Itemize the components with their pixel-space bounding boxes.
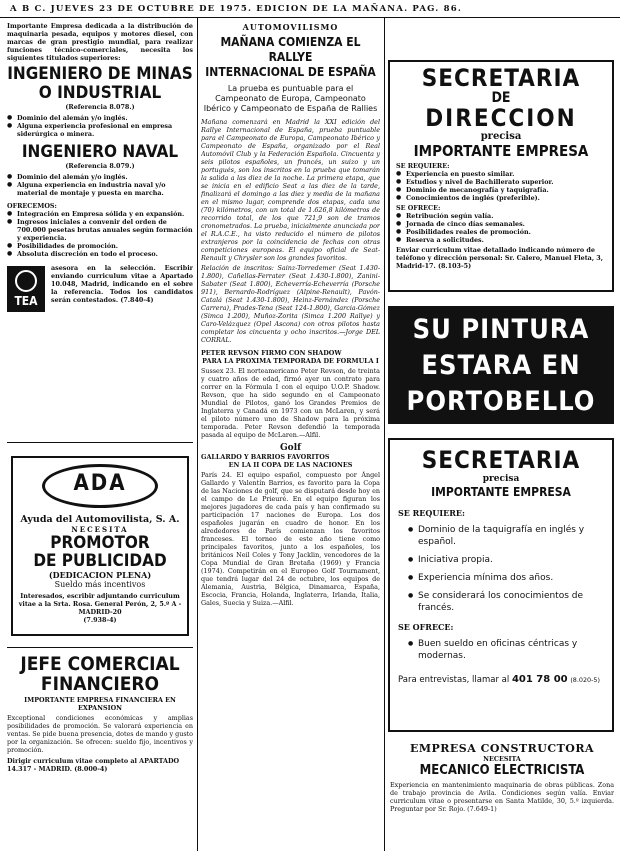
sec-title-b: DE (491, 90, 511, 106)
ada-logo-text: ADA (73, 471, 127, 496)
sec2-req-label: SE REQUIERE: (398, 508, 465, 518)
golf-body: París 24. El equipo español, compuesto por Ángel Gallardo y Valentín Barrios, es favorito para la Copa de las Naciones de golf, que se disputará desde hoy en el campo de Le Prieuré. En el equipo figuran los mejores jugadores de cada país y han confirmado su participación 17 naciones de Europa. Los dos españoles jugarán en cuadro de honor. En los alrededores de París comienzan los favoritos franceses. El torneo de este año tiene como principales favoritos, junto a los españoles, los británicos Neil Coles y Tony Jacklin, vencedores de la Copa Mundial de Gran Bretaña (1969) y Francia (1974). Competirán en el Europeo Golf Tournament, que tendrá lugar del 24 de octubre, los equipos de Alemania, Austria, Bélgica, Dinamarca, España, Escocia, Francia, Holanda, Inglaterra, Irlanda, Italia, Gales, Suecia y Suiza.—Alfil. (201, 471, 380, 607)
sec2-company: IMPORTANTE EMPRESA (431, 485, 571, 499)
job1-ref: (Referencia 8.078.) (65, 103, 135, 111)
jefe-title-b: FINANCIERO (40, 673, 160, 695)
sec-title-a: SECRETARIA (421, 64, 581, 92)
sec2-offers (398, 638, 604, 662)
revson-headline-a: PETER REVSON FIRMO CON SHADOW (201, 349, 342, 357)
sec2-req: ● Dominio de la taquigrafía en inglés y español. (408, 524, 604, 548)
sec-company: IMPORTANTE EMPRESA (413, 142, 589, 160)
ada-needs: NECESITA (71, 525, 129, 534)
sec-reqs (396, 170, 606, 202)
section-automovilismo: AUTOMOVILISMO (242, 22, 339, 32)
ada-ref: (7.938-4) (83, 616, 117, 624)
ad-engineers-intro: Importante Empresa dedicada a la distribución de maquinaria pesada, equipos y motores diesel, con marcas de gran prestigio mundial, para realizar funciones técnico-comerciales, necesita los siguientes titulados superiores: (7, 22, 193, 62)
sec-req: ● Dominio de mecanografía y taquigrafía. (396, 186, 606, 194)
emp-needs: NECESITA (483, 755, 521, 763)
offer-item: ● Posibilidades de promoción. (7, 242, 193, 250)
sec-contact: Enviar curriculum vitae detallado indicando número de teléfono y dirección personal: Sr. Calero, Manuel Fleta, 3, Madrid-17. (8.103-5) (396, 246, 603, 270)
sec2-contact: Para entrevistas, llamar al (398, 675, 510, 685)
ada-salary: Sueldo más incentivos (54, 580, 146, 589)
revson-body: Sussex 23. El norteamericano Peter Revson, de treinta y cuatro años de edad, firmó ayer un contrato para correr en la Fórmula I con el equipo U.O.P. Shadow. Revson, que ha sido segundo en el Campeonato Mundial de Pilotos, ganó los Grandes Premios de Inglaterra y Canadá en 1973 con un McLaren, y será el piloto número uno de Shadow para la próxima temporada. Peter Revson defendió la temporada pasada al equipo de McLaren.—Alfil. (201, 367, 380, 439)
column-rule-2 (384, 18, 385, 851)
ada-dedication: (DEDICACION PLENA) (48, 570, 152, 580)
rule (7, 647, 193, 648)
page-header: A B C. JUEVES 23 DE OCTUBRE DE 1975. EDICION DE LA MAÑANA. PAG. 86. (10, 4, 463, 14)
rally-body-1: Mañana comenzará en Madrid la XXI edición del Rallye Internacional de España, prueba puntuable para el Campeonato de Europa, Campeonato Ibérico y Campeonato de España, organizado por el Real Automóvil Club y la Federación Española. Cincuenta y seis pilotos españoles, un francés, un suizo y un portugués, son los inscritos en la prueba que tomarán la salida a las diez de la noche. La primera etapa, que se inicia en el edificio Seat a las diez de la tarde, finalizará el domingo a las diez y media de la mañana en el mismo lugar, comprende dos etapas, cada una (70) kilómetros, con un total de 1.626,8 kilómetros de recorrido total, de los que 721,9 son de tramos cronometrados. La prueba, inicialmente anunciada por el R.A.C.E., ha visto reducido el número de pilotos extranjeros por la coincidencia de fechas con otras competiciones europeas. El equipo oficial de Seat-Renault y Chrysler son los grandes favoritos. (201, 118, 380, 262)
golf-headline-a: GALLARDO Y BARRIOS FAVORITOS (201, 453, 330, 461)
sec-req: ● Conocimientos de inglés (preferible). (396, 194, 606, 202)
jefe-text: Exceptional condiciones económicas y amplias posibilidades de promoción. Se valorará experiencia en ventas. Se pide buena presencia, dotes de mando y gusto por la organización. Se ofrecen: sueldo fijo, incentivos y promoción. (7, 714, 193, 754)
offer-item: ● Integración en Empresa sólida y en expansión. (7, 210, 193, 218)
job2-title: INGENIERO NAVAL (21, 142, 179, 162)
offer-item: ● Absoluta discreción en todo el proceso. (7, 250, 193, 258)
ada-contact: Interesados, escribir adjuntando curriculum vitae a la Srta. Rosa. General Perón, 2, 5.º A - MADRID-20 (18, 592, 182, 616)
sec-offer: ● Jornada de cinco días semanales. (396, 220, 606, 228)
tea-block (7, 264, 193, 339)
offers-list (7, 210, 193, 258)
sec2-req: ● Se considerará los conocimientos de francés. (408, 590, 604, 614)
sec2-req: ● Experiencia mínima dos años. (408, 572, 604, 584)
ad-portobello (388, 306, 614, 424)
header-rule (0, 17, 620, 18)
tea-logo (7, 266, 45, 312)
sec-req: ● Estudios y nivel de Bachillerato superior. (396, 178, 606, 186)
offer-item: ● Ingresos iniciales a convenir del orden de 700.000 pesetas brutas anuales según formación y experiencia. (7, 218, 193, 242)
ad-jefe (7, 654, 193, 849)
paint-line-a: SU PINTURA (412, 314, 590, 345)
ad-empresa-constructora (390, 742, 614, 849)
emp-title: EMPRESA CONSTRUCTORA (409, 742, 595, 755)
ad-engineers (7, 22, 193, 442)
job2-req: ● Dominio del alemán y/o inglés. (7, 173, 193, 181)
tea-text: asesora en la selección. Escribir enviando curriculum vitae a Apartado 10.048, Madrid, indicando en el sobre la referencia. Todos los candidatos serán contestados. (7.840-4) (51, 264, 193, 304)
tea-logo-text: TEA (14, 294, 38, 308)
ad-ada (11, 456, 189, 636)
offers-label: OFRECEMOS: (7, 202, 57, 210)
ad-secretaria (388, 438, 614, 732)
revson-headline-b: PARA LA PROXIMA TEMPORADA DE FORMULA I (202, 357, 379, 365)
sec-offer: ● Reserva a solicitudes. (396, 236, 606, 244)
job2-reqs (7, 173, 193, 197)
sec2-req: ● Iniciativa propia. (408, 554, 604, 566)
sec2-title: SECRETARIA (421, 446, 581, 474)
sec-offers (396, 212, 606, 244)
job2-req: ● Alguna experiencia en industria naval y/o material de montaje y puesta en marcha. (7, 181, 193, 197)
sec2-reqs (398, 524, 604, 614)
sec-offer: ● Retribución según valía. (396, 212, 606, 220)
emp-job: MECANICO ELECTRICISTA (419, 763, 585, 778)
rule (7, 442, 193, 443)
paint-line-c: PORTOBELLO (406, 386, 596, 417)
ada-name: Ayuda del Automovilista, S. A. (20, 514, 180, 525)
section-golf: Golf (280, 443, 301, 453)
sec2-contact-line (398, 674, 604, 685)
sec2-off-label: SE OFRECE: (398, 622, 454, 632)
ada-title-b: DE PUBLICIDAD (33, 551, 167, 571)
sec-off-label: SE OFRECE: (396, 204, 441, 212)
rally-headline-a: MAÑANA COMIENZA EL RALLYE (220, 35, 361, 64)
news-column (201, 22, 380, 849)
sec-precisa: precisa (480, 131, 522, 142)
sec-title-c: DIRECCION (425, 104, 577, 132)
ada-title-a: PROMOTOR (50, 533, 150, 553)
job1-req: ● Dominio del alemán y/o inglés. (7, 114, 193, 122)
rally-body-2: Relación de inscritos: Sainz-Torredemer (Seat 1.430-1.800), Cañellas-Ferrater (Seat 1.430-1.800), Zanini-Sabater (Seat 1.800), Echeverría-Echeverría (Porsche 911), Bernardo-Rodríguez (Alpine-Renault), Pavón-Catalá (Seat 1.430-1.800), Heinz-Fernández (Porsche Carrera), Prades-Tena (Seat 124-1.800), Garcia-Gómez (Simca 1.200), Muñoz-Zorita (Simca 1.200 Rallye) y Caro-Velázquez (Opel Ascona) con otros pilotos hasta completar los cincuenta y ocho inscritos.—Jorge DEL CORRAL. (201, 264, 380, 344)
column-rule-1 (197, 18, 198, 851)
jefe-contact: Dirigir curriculum vitae completo al APARTADO 14.317 - MADRID. (8.000-4) (7, 757, 180, 773)
paint-line-b: ESTARA EN (421, 350, 581, 381)
sec-req-label: SE REQUIERE: (396, 162, 450, 170)
job1-title-b: O INDUSTRIAL (38, 83, 162, 103)
sec2-offer: ● Buen sueldo en oficinas céntricas y modernas. (408, 638, 604, 662)
emp-text: Experiencia en mantenimiento maquinaria de obras públicas. Zona de trabajo provincia de Avila. Condiciones según valía. Enviar curriculum vitae o presentarse en Santa Matilde, 30, 5.º izquierda. Preguntar por Sr. Rojo. (7.649-1) (390, 781, 614, 813)
sec-offer: ● Posibilidades reales de promoción. (396, 228, 606, 236)
sec2-phone: 401 78 00 (511, 674, 568, 685)
job1-reqs (7, 114, 193, 138)
job1-req: ● Alguna experiencia profesional en empresa siderúrgica o minera. (7, 122, 193, 138)
sec2-precisa: precisa (482, 474, 520, 484)
sec2-ref: (8.020-5) (570, 676, 600, 684)
golf-headline-b: EN LA II COPA DE LAS NACIONES (228, 461, 353, 469)
ad-secretaria-direccion (388, 60, 614, 292)
job1-title-a: INGENIERO DE MINAS (7, 64, 193, 84)
job2-ref: (Referencia 8.079.) (65, 162, 135, 170)
jefe-title-a: JEFE COMERCIAL (20, 654, 180, 675)
tea-logo-icon (15, 270, 37, 292)
rally-headline-b: INTERNACIONAL DE ESPAÑA (205, 65, 376, 79)
ada-logo (42, 464, 158, 508)
jefe-sub: IMPORTANTE EMPRESA FINANCIERA EN EXPANSION (24, 696, 176, 712)
sec-req: ● Experiencia en puesto similar. (396, 170, 606, 178)
rally-subhead: La prueba es puntuable para el Campeonato de Europa, Campeonato Ibérico y Campeonato de España de Rallies (203, 84, 378, 113)
